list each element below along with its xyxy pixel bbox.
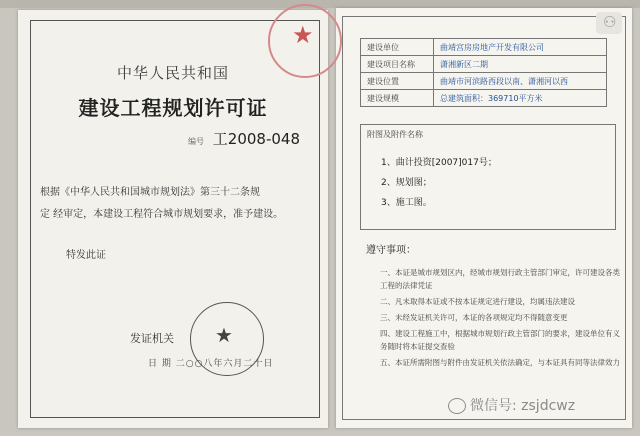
red-seal-star-icon: ★ xyxy=(292,21,314,49)
info-key: 建设规模 xyxy=(361,90,434,107)
document-number xyxy=(188,128,300,149)
watermark-text: 微信号: zsjdcwz xyxy=(470,398,576,414)
attachments-heading: 附图及附件名称 xyxy=(367,130,423,139)
info-value: 曲靖宫房房地产开发有限公司 xyxy=(434,39,607,56)
info-value: 曲靖市河滨路西段以南、潇湘河以西 xyxy=(434,73,607,90)
special-note: 特发此证 xyxy=(66,250,106,261)
notice-item: 三、未经发证机关许可，本证的各项规定均不得随意变更 xyxy=(380,313,568,322)
attachments-box xyxy=(360,124,616,230)
notice-list xyxy=(368,266,622,372)
certificate-title: 建设工程规划许可证 xyxy=(78,96,268,120)
corner-logo-icon: ⚇ xyxy=(596,12,622,34)
attachment-item: 3、施工图。 xyxy=(381,198,432,208)
info-value: 潇湘新区二期 xyxy=(434,56,607,73)
notice-item: 五、本证所需附图与附件由发证机关依法确定，与本证具有同等法律效力 xyxy=(380,358,620,367)
info-row xyxy=(361,39,607,56)
info-key: 建设单位 xyxy=(361,39,434,56)
wechat-icon xyxy=(448,398,466,414)
attachment-item: 2、规划图； xyxy=(381,178,432,188)
notice-title: 遵守事项： xyxy=(366,245,416,256)
country-name: 中华人民共和国 xyxy=(116,64,229,82)
body-line-2: 定 经审定，本建设工程符合城市规划要求，准予建设。 xyxy=(40,209,284,220)
document-number-label: 编号 xyxy=(188,137,204,146)
red-seal-stamp xyxy=(268,4,342,78)
certificate-body xyxy=(40,182,315,226)
document-number-value: 工2008-048 xyxy=(212,130,300,148)
project-info-table xyxy=(360,38,607,107)
body-line-1: 根据《中华人民共和国城市规划法》第三十二条规 xyxy=(40,187,260,198)
info-row xyxy=(361,56,607,73)
left-page xyxy=(18,10,328,428)
notice-item: 四、建设工程施工中，根据城市规划行政主管部门的要求，建设单位有义务随时将本证提交查验 xyxy=(380,329,620,351)
notice-item: 二、凡未取得本证或不按本证规定进行建设，均属违法建设 xyxy=(380,297,575,306)
attachment-item: 1、曲计投资[2007]017号； xyxy=(381,158,497,168)
notice-item: 一、本证是城市规划区内，经城市规划行政主管部门审定，许可建设各类工程的法律凭证 xyxy=(380,268,620,290)
info-value: 总建筑面积：369710平方米 xyxy=(434,90,607,107)
seal-star-icon: ★ xyxy=(215,323,233,347)
issuing-authority: 发证机关 xyxy=(130,332,174,345)
info-key: 建设项目名称 xyxy=(361,56,434,73)
info-row xyxy=(361,73,607,90)
info-row xyxy=(361,90,607,107)
info-key: 建设位置 xyxy=(361,73,434,90)
issue-date: 日 期 二○○八年六月二十日 xyxy=(148,359,274,369)
official-seal xyxy=(190,302,264,376)
